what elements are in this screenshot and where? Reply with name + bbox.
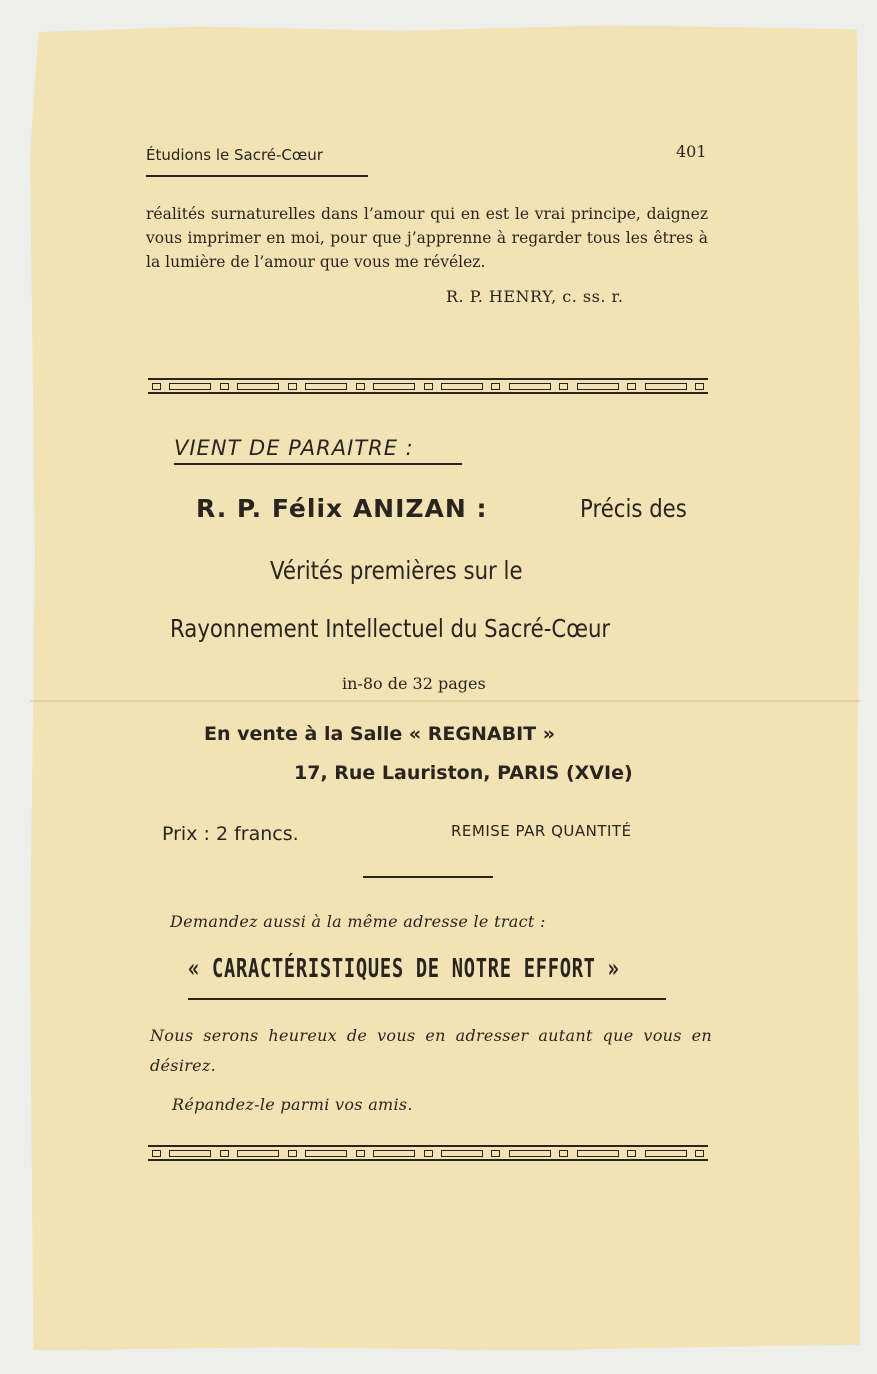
tract-body: Nous serons heureux de vous en adresser autant que vous en désirez. — [150, 1026, 712, 1075]
book-title-line-1: Précis des — [580, 494, 687, 523]
header-underline — [146, 175, 368, 177]
book-format: in-8o de 32 pages — [342, 674, 486, 693]
book-price: Prix : 2 francs. — [162, 823, 299, 845]
quantity-discount: REMISE PAR QUANTITÉ — [451, 822, 632, 840]
fold-crease — [30, 700, 860, 702]
tract-title: « CARACTÉRISTIQUES DE NOTRE EFFORT » — [188, 954, 620, 984]
book-title-line-2: Vérités premières sur le — [270, 556, 523, 585]
tract-closing: Répandez-le parmi vos amis. — [172, 1095, 413, 1114]
tract-title-underline — [188, 998, 666, 1000]
section-divider — [363, 876, 493, 878]
sale-address: 17, Rue Lauriston, PARIS (XVIe) — [294, 762, 633, 784]
book-author: R. P. Félix ANIZAN : — [196, 494, 488, 523]
announcement-heading: VIENT DE PARAITRE : — [174, 436, 414, 460]
page-number: 401 — [676, 142, 707, 161]
ornamental-border-top — [148, 378, 708, 394]
book-title-line-3: Rayonnement Intellectuel du Sacré-Cœur — [170, 614, 611, 643]
tract-intro: Demandez aussi à la même adresse le tract : — [170, 912, 546, 931]
announcement-heading-underline — [174, 463, 462, 465]
closing-paragraph: réalités surnaturelles dans l’amour qui en est le vrai principe, daignez vous imprimer en moi, pour que j’apprenne à regarder tous les êtres à la lumière de l’amour que vous me révélez. — [146, 205, 708, 271]
sale-location: En vente à la Salle « REGNABIT » — [204, 723, 556, 745]
author-signature: R. P. HENRY, c. ss. r. — [446, 287, 624, 306]
ornamental-border-bottom — [148, 1145, 708, 1161]
running-title: Étudions le Sacré-Cœur — [146, 146, 323, 164]
